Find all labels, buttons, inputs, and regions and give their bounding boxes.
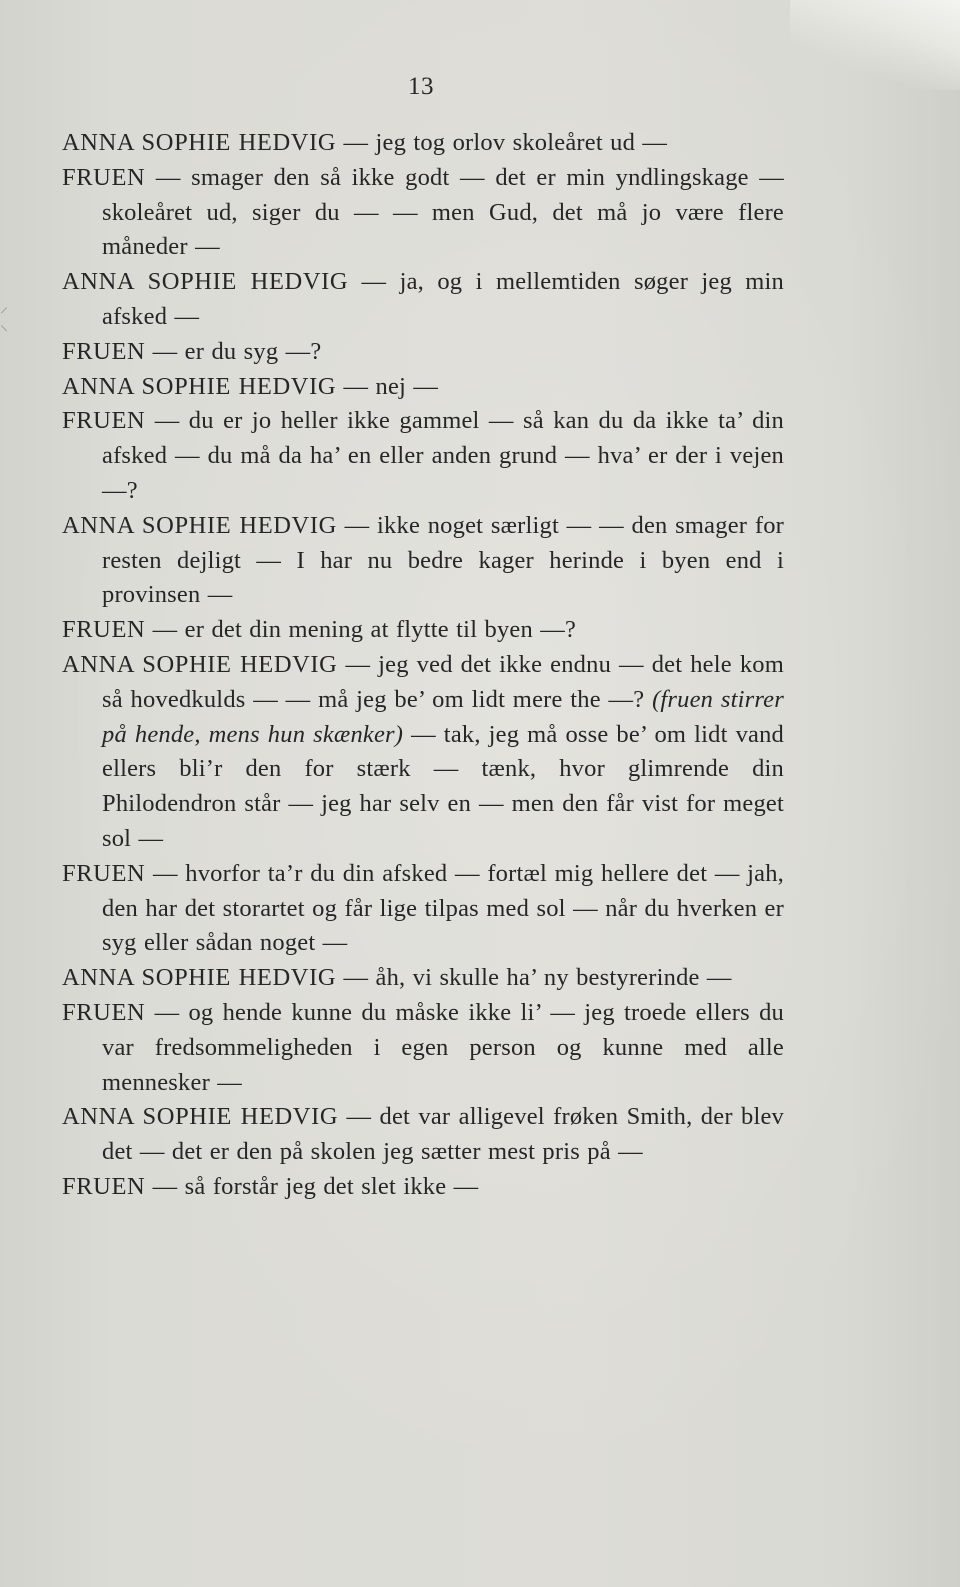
dialogue-text — [62, 126, 784, 1205]
speaker-name: ANNA SOPHIE HEDVIG — [62, 372, 337, 400]
speaker-name: ANNA SOPHIE HEDVIG — [62, 964, 337, 992]
dialogue-turn — [62, 509, 784, 613]
dialogue-turn — [62, 1170, 784, 1205]
speaker-name: FRUEN — [62, 337, 146, 365]
dialogue-line: — jeg ved det ikke endnu — det hele kom så hovedkulds — — må jeg be’ om lidt mere the —? — [102, 650, 784, 713]
speaker-name: FRUEN — [62, 616, 146, 644]
dialogue-line: — jeg tog orlov skoleåret ud — — [343, 129, 668, 156]
dialogue-turn — [62, 996, 784, 1100]
speaker-name: ANNA SOPHIE HEDVIG — [62, 511, 337, 539]
dialogue-line: — smager den så ikke godt — det er min yndlingskage — skoleåret ud, siger du — — men Gud, det må jo være flere måneder — — [102, 163, 784, 261]
dialogue-line: — ikke noget særligt — — den smager for resten dejligt — I har nu bedre kager herinde i byen end i provinsen — — [102, 511, 785, 609]
dialogue-line: — og hende kunne du måske ikke li’ — jeg troede ellers du var fredsommeligheden i egen person og kunne med alle mennesker — — [102, 998, 785, 1096]
dialogue-line: — nej — — [343, 372, 439, 400]
dialogue-turn — [62, 613, 784, 648]
speaker-name: FRUEN — [62, 407, 146, 435]
dialogue-turn — [62, 370, 784, 405]
margin-mark-bottom: ⸜ — [0, 317, 9, 334]
dialogue-turn — [62, 126, 784, 161]
speaker-name: ANNA SOPHIE HEDVIG — [62, 650, 338, 678]
speaker-name: ANNA SOPHIE HEDVIG — [62, 129, 337, 156]
dialogue-line: — er det din mening at flytte til byen —? — [152, 616, 577, 644]
speaker-name: FRUEN — [62, 859, 146, 887]
page-number: 13 — [408, 73, 434, 100]
dialogue-line-continued: — tak, jeg må osse be’ om lidt vand ellers bli’r den for stærk — tænk, hvor glimrende din Philodendron står — jeg har selv en — men den får vist for meget sol — — [102, 720, 784, 852]
dialogue-turn — [62, 161, 784, 265]
dialogue-turn — [62, 857, 784, 961]
dialogue-turn — [62, 1100, 784, 1170]
dialogue-turn — [62, 961, 784, 996]
speaker-name: ANNA SOPHIE HEDVIG — [62, 268, 349, 296]
stage-direction: (fruen stirrer på hende, mens hun skænker) — [102, 685, 784, 748]
speaker-name: ANNA SOPHIE HEDVIG — [62, 1103, 339, 1131]
speaker-name: FRUEN — [62, 163, 146, 191]
dialogue-turn — [62, 335, 784, 370]
dialogue-turn — [62, 648, 784, 857]
dialogue-line: — ja, og i mellemtiden søger jeg min afsked — — [102, 268, 784, 330]
speaker-name: FRUEN — [62, 998, 146, 1026]
dialogue-line: — åh, vi skulle ha’ ny bestyrerinde — — [343, 964, 732, 992]
dialogue-line: — så forstår jeg det slet ikke — — [152, 1172, 479, 1200]
dialogue-line: — hvorfor ta’r du din afsked — fortæl mig hellere det — jah, den har det storartet og får lige tilpas med sol — når du hverken er syg eller sådan noget — — [102, 859, 784, 957]
dialogue-turn — [62, 404, 784, 508]
margin-mark-top: ⸝ — [0, 299, 9, 316]
dialogue-line: — du er jo heller ikke gammel — så kan du da ikke ta’ din afsked — du må da ha’ en eller anden grund — hva’ er der i vejen —? — [102, 407, 785, 504]
dialogue-line: — er du syg —? — [152, 337, 322, 365]
dialogue-line: — det var alligevel frøken Smith, der blev det — det er den på skolen jeg sætter mest pris på — — [102, 1103, 784, 1166]
speaker-name: FRUEN — [62, 1172, 146, 1200]
dialogue-turn — [62, 265, 784, 335]
